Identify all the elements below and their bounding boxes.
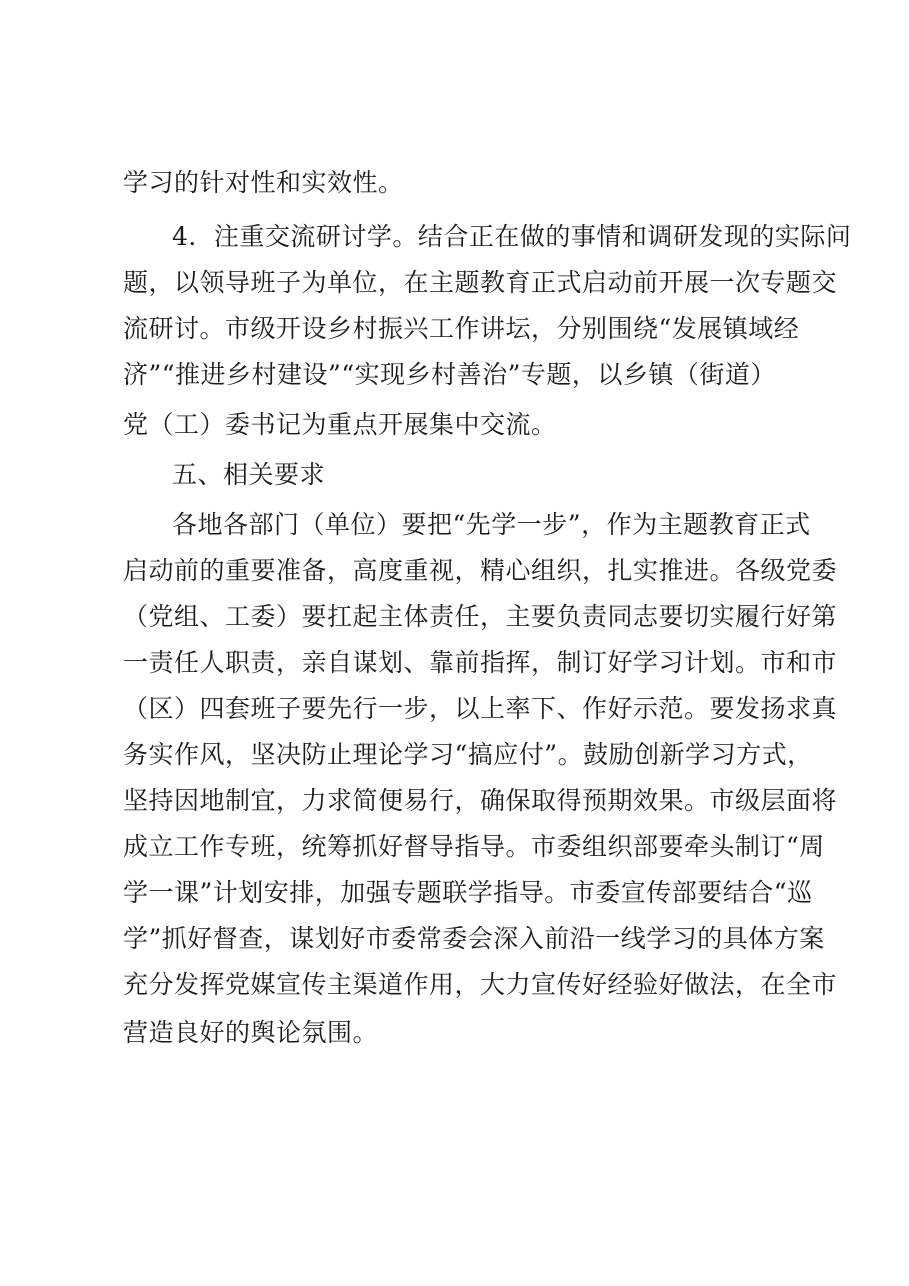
text-line: 务实作风，坚决防止理论学习“搞应付”。鼓励创新学习方式， (123, 740, 813, 769)
section-heading: 五、相关要求 (172, 460, 326, 489)
text-line: （区）四套班子要先行一步，以上率下、作好示范。要发扬求真 (123, 694, 838, 723)
text-line: 济”“推进乡村建设”“实现乡村善治”专题，以乡镇（街道） (123, 360, 776, 389)
text-line: 党（工）委书记为重点开展集中交流。 (123, 410, 557, 439)
text-line: 坚持因地制宜，力求简便易行，确保取得预期效果。市级层面将 (123, 786, 838, 815)
text-line: 营造良好的舆论氛围。 (123, 1018, 379, 1047)
text-line: 成立工作专班，统筹抓好督导指导。市委组织部要牵头制订“周 (123, 832, 825, 861)
text-line: 学”抓好督查，谋划好市委常委会深入前沿一线学习的具体方案 (123, 924, 825, 953)
text-line: 学习的针对性和实效性。 (123, 168, 404, 197)
text-line: 一责任人职责，亲自谋划、靠前指挥，制订好学习计划。市和市 (123, 648, 838, 677)
text-line: 题，以领导班子为单位，在主题教育正式启动前开展一次专题交 (123, 268, 838, 297)
text-line: 各地各部门（单位）要把“先学一步”，作为主题教育正式 (172, 510, 811, 539)
text-line: 学一课”计划安排，加强专题联学指导。市委宣传部要结合“巡 (123, 878, 813, 907)
text-line: 流研讨。市级开设乡村振兴工作讲坛，分别围绕“发展镇域经 (123, 314, 800, 343)
text-line: 充分发挥党媒宣传主渠道作用，大力宣传好经验好做法，在全市 (123, 970, 838, 999)
text-line: 4．注重交流研讨学。结合正在做的事情和调研发现的实际问 (172, 222, 852, 251)
text-line: （党组、工委）要扛起主体责任，主要负责同志要切实履行好第 (123, 602, 838, 631)
text-line: 启动前的重要准备，高度重视，精心组织，扎实推进。各级党委 (123, 556, 838, 585)
